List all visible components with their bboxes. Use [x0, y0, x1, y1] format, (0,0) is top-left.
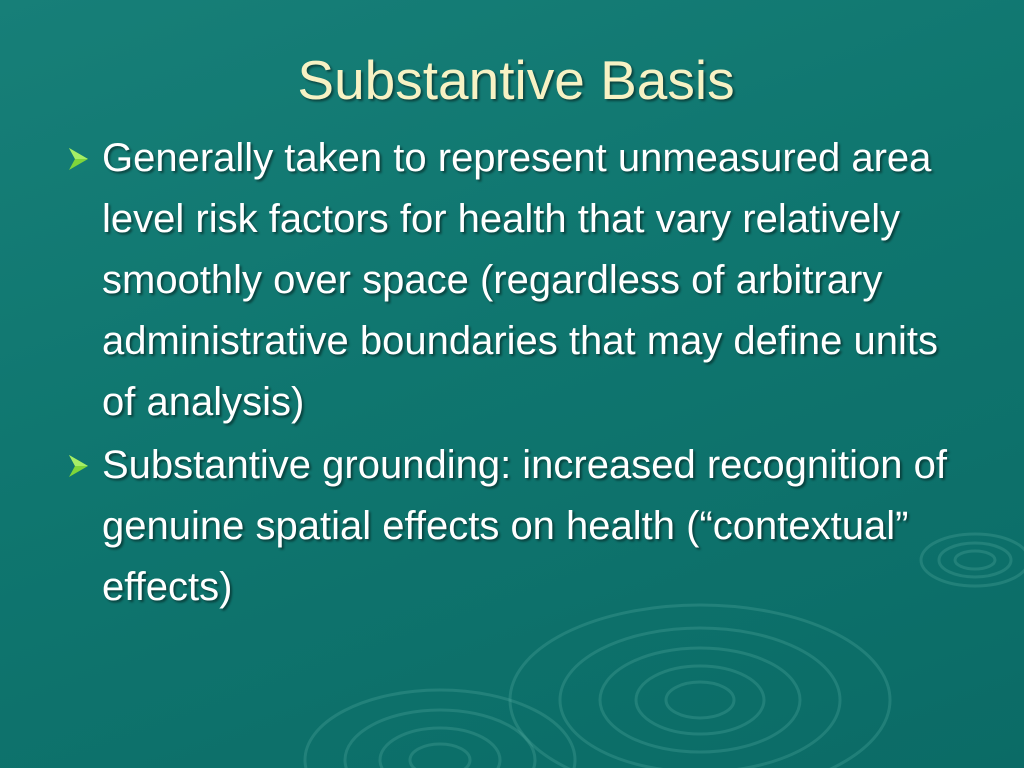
- bullet-item: [60, 128, 980, 433]
- bullet-list: [60, 128, 980, 620]
- slide-title: Substantive Basis: [297, 49, 735, 111]
- bullet-item: [60, 435, 980, 618]
- bullet-text: Generally taken to represent unmeasured area level risk factors for health that vary relatively smoothly over space (regardless of arbitrary administrative boundaries that may define units of analysis): [102, 136, 939, 424]
- arrow-bullet-icon: [66, 453, 92, 479]
- bullet-text: Substantive grounding: increased recognition of genuine spatial effects on health (“contextual” effects): [102, 443, 947, 609]
- arrow-bullet-icon: [66, 146, 92, 172]
